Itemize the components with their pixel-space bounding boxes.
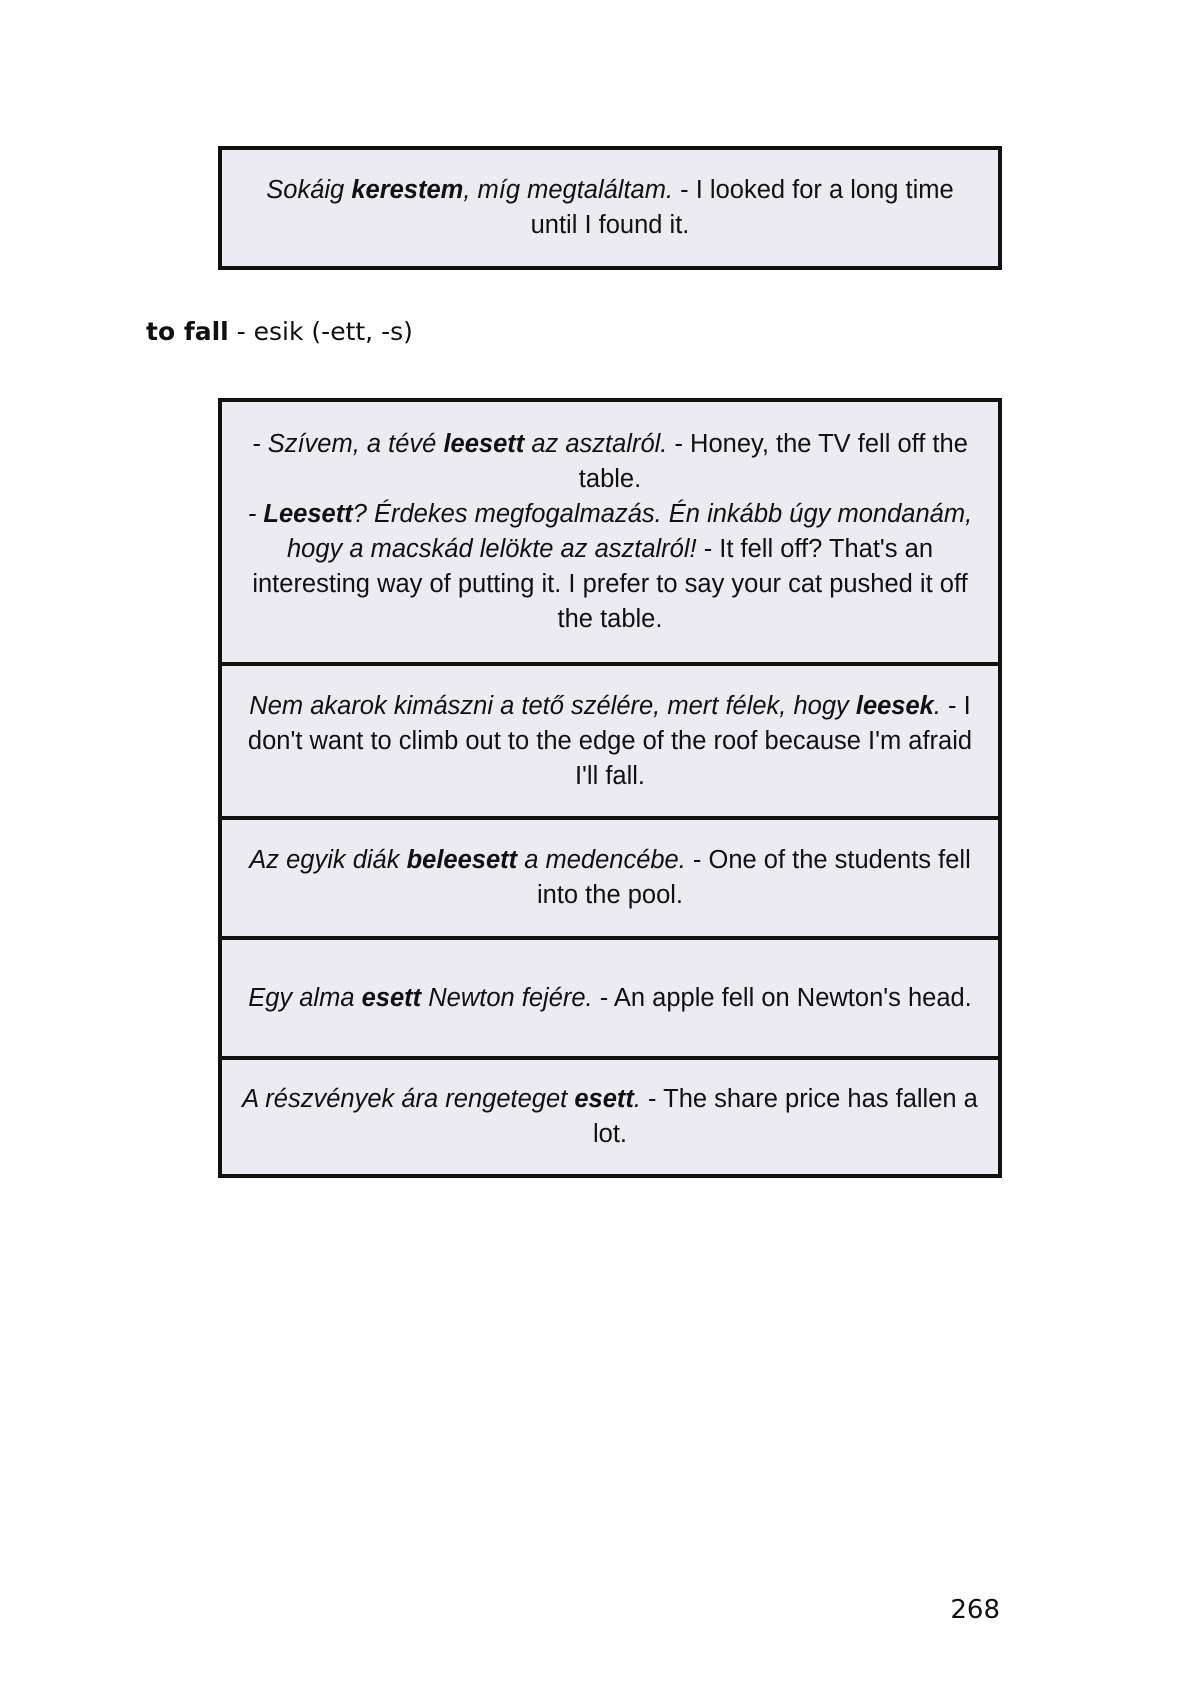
- example-cell: [222, 662, 998, 816]
- english-translation: - I looked for a long time until I found it.: [530, 176, 954, 239]
- hungarian-sentence: [252, 430, 667, 458]
- keyword: Leesett: [263, 500, 353, 528]
- page-number: 268: [950, 1595, 1000, 1625]
- hungarian-text: - Szívem, a tévé: [252, 430, 444, 458]
- english-translation: - Honey, the TV fell off the table.: [578, 430, 968, 493]
- hungarian-sentence: [266, 176, 673, 204]
- hungarian-text: A részvények ára rengeteget: [242, 1085, 575, 1113]
- english-translation: - An apple fell on Newton's head.: [592, 983, 972, 1012]
- example-sentence: [240, 689, 980, 794]
- hungarian-text: Egy alma: [248, 983, 362, 1012]
- keyword: leesett: [443, 430, 525, 458]
- example-cell: [222, 936, 998, 1056]
- hungarian-sentence: [249, 692, 941, 720]
- hungarian-text: -: [247, 500, 264, 528]
- keyword: esett: [574, 1085, 634, 1113]
- example-box-top: [218, 146, 1002, 270]
- hungarian-text: Nem akarok kimászni a tető szélére, mert félek, hogy: [249, 691, 856, 720]
- hungarian-text: az asztalról.: [524, 430, 668, 458]
- hungarian-sentence: [249, 846, 686, 874]
- hungarian-sentence: [242, 1085, 641, 1113]
- english-translation: - It fell off? That's an interesting way of putting it. I prefer to say your cat pushed it off the table.: [252, 535, 968, 633]
- hungarian-text: ? Érdekes megfogalmazás. Én inkább úgy mondanám, hogy a macskád lelökte az asztalról!: [286, 500, 973, 563]
- keyword: kerestem: [351, 176, 464, 204]
- english-translation: - One of the students fell into the pool.: [536, 846, 971, 909]
- examples-table: [218, 398, 1002, 1178]
- hungarian-text: .: [933, 691, 941, 720]
- hungarian-text: Az egyik diák: [249, 846, 407, 874]
- example-sentence: [248, 981, 972, 1016]
- example-sentence: [240, 173, 980, 243]
- headword-separator: -: [228, 317, 254, 346]
- example-cell: [222, 150, 998, 266]
- hungarian-text: Newton fejére.: [421, 983, 593, 1012]
- example-sentence: [240, 1082, 980, 1152]
- headword: [146, 312, 413, 352]
- keyword: leesek: [855, 691, 934, 720]
- keyword: esett: [361, 983, 422, 1012]
- hungarian-text: Sokáig: [266, 176, 352, 204]
- example-cell: [222, 1056, 998, 1174]
- example-dialogue: [240, 427, 980, 637]
- keyword: beleesett: [406, 846, 518, 874]
- hungarian-sentence: [248, 984, 592, 1012]
- hungarian-text: a medencébe.: [517, 846, 686, 874]
- example-cell: [222, 402, 998, 662]
- headword-hungarian: esik (-ett, -s): [253, 317, 413, 346]
- headword-english: to fall: [146, 317, 229, 346]
- english-translation: - The share price has fallen a lot.: [592, 1085, 978, 1148]
- english-translation: - I don't want to climb out to the edge of the roof because I'm afraid I'll fall.: [247, 691, 973, 790]
- example-sentence: [240, 843, 980, 913]
- hungarian-text: .: [633, 1085, 641, 1113]
- hungarian-text: , míg megtaláltam.: [463, 176, 674, 204]
- example-cell: [222, 816, 998, 936]
